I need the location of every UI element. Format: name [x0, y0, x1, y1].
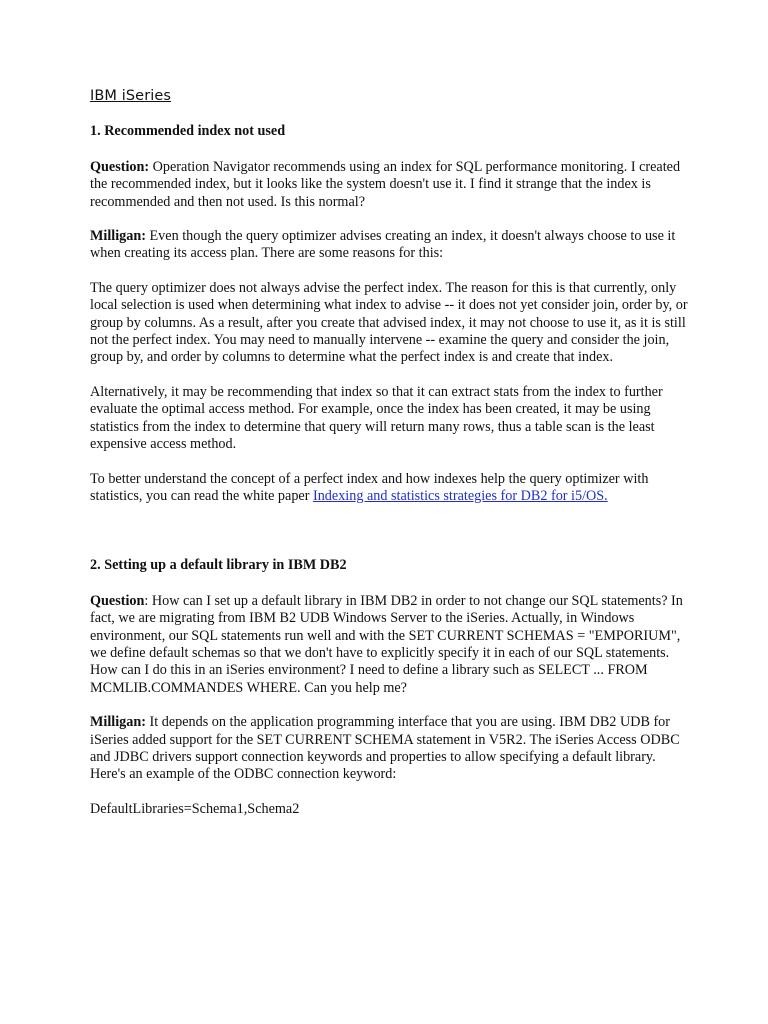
section-1-heading: 1. Recommended index not used	[90, 123, 286, 140]
paragraph-3-text: To better understand the concept of a perfect index and how indexes help the query optimizer with statistics, you can read the white paper	[90, 470, 649, 504]
question-label: Question:	[90, 158, 150, 175]
connection-keyword-example: DefaultLibraries=Schema1,Schema2	[90, 800, 300, 817]
document-body	[90, 88, 690, 835]
document-title: IBM iSeries	[90, 88, 172, 104]
white-paper-link[interactable]: Indexing and statistics strategies for DB2 for i5/OS.	[312, 487, 608, 504]
answer-text: Even though the query optimizer advises creating an index, it doesn't always choose to use it when creating its access plan. There are some reasons for this:	[90, 228, 676, 262]
section-2-heading: 2. Setting up a default library in IBM DB2	[90, 557, 347, 574]
answer-text: It depends on the application programming interface that you are using. IBM DB2 UDB for iSeries added support for the SET CURRENT SCHEMA statement in V5R2. The iSeries Access ODBC and JDBC drivers support connection keywords and properties to allow specifying a default library. Here's an example of the ODBC connection keyword:	[90, 714, 680, 783]
section-2-answer	[90, 714, 690, 784]
question-label: Question	[90, 592, 145, 609]
answer-label: Milligan:	[90, 228, 146, 245]
question-text: : How can I set up a default library in IBM DB2 in order to not change our SQL statements? In fact, we are migrating from IBM B2 UDB Windows Server to the iSeries. Actually, in Windows environment, our SQL statements run well and with the SET CURRENT SCHEMAS = "EMPORIUM", we define default schemas so that we don't have to explicitly specify it in each of our SQL statements. How can I do this in an iSeries environment? I need to define a library such as SELECT ... FROM MCMLIB.COMMANDES WHERE. Can you help me?	[90, 592, 683, 696]
section-spacer	[90, 522, 690, 557]
section-1-question	[90, 159, 690, 211]
section-1-paragraph-2: Alternatively, it may be recommending that index so that it can extract stats from the index to further evaluate the optimal access method. For example, once the index has been created, it may be using statistics from the index to determine that query will return many rows, thus a table scan is the least expensive access method.	[90, 383, 663, 453]
answer-label: Milligan:	[90, 714, 146, 731]
section-1-paragraph-1: The query optimizer does not always advise the perfect index. The reason for this is that currently, only local selection is used when determining what index to advise -- it does not yet consider join, order by, or group by columns. As a result, after you create that advised index, it may not choose to use it, as it is still not the perfect index. You may need to manually intervene -- examine the query and consider the join, group by, and order by columns to determine what the perfect index is and create that index.	[90, 279, 688, 366]
question-text: Operation Navigator recommends using an index for SQL performance monitoring. I created the recommended index, but it looks like the system doesn't use it. I find it strange that the index is recommended and then not used. Is this normal?	[90, 158, 681, 210]
section-1-paragraph-3	[90, 471, 690, 506]
section-2-question	[90, 593, 690, 697]
section-1-answer	[90, 228, 690, 263]
